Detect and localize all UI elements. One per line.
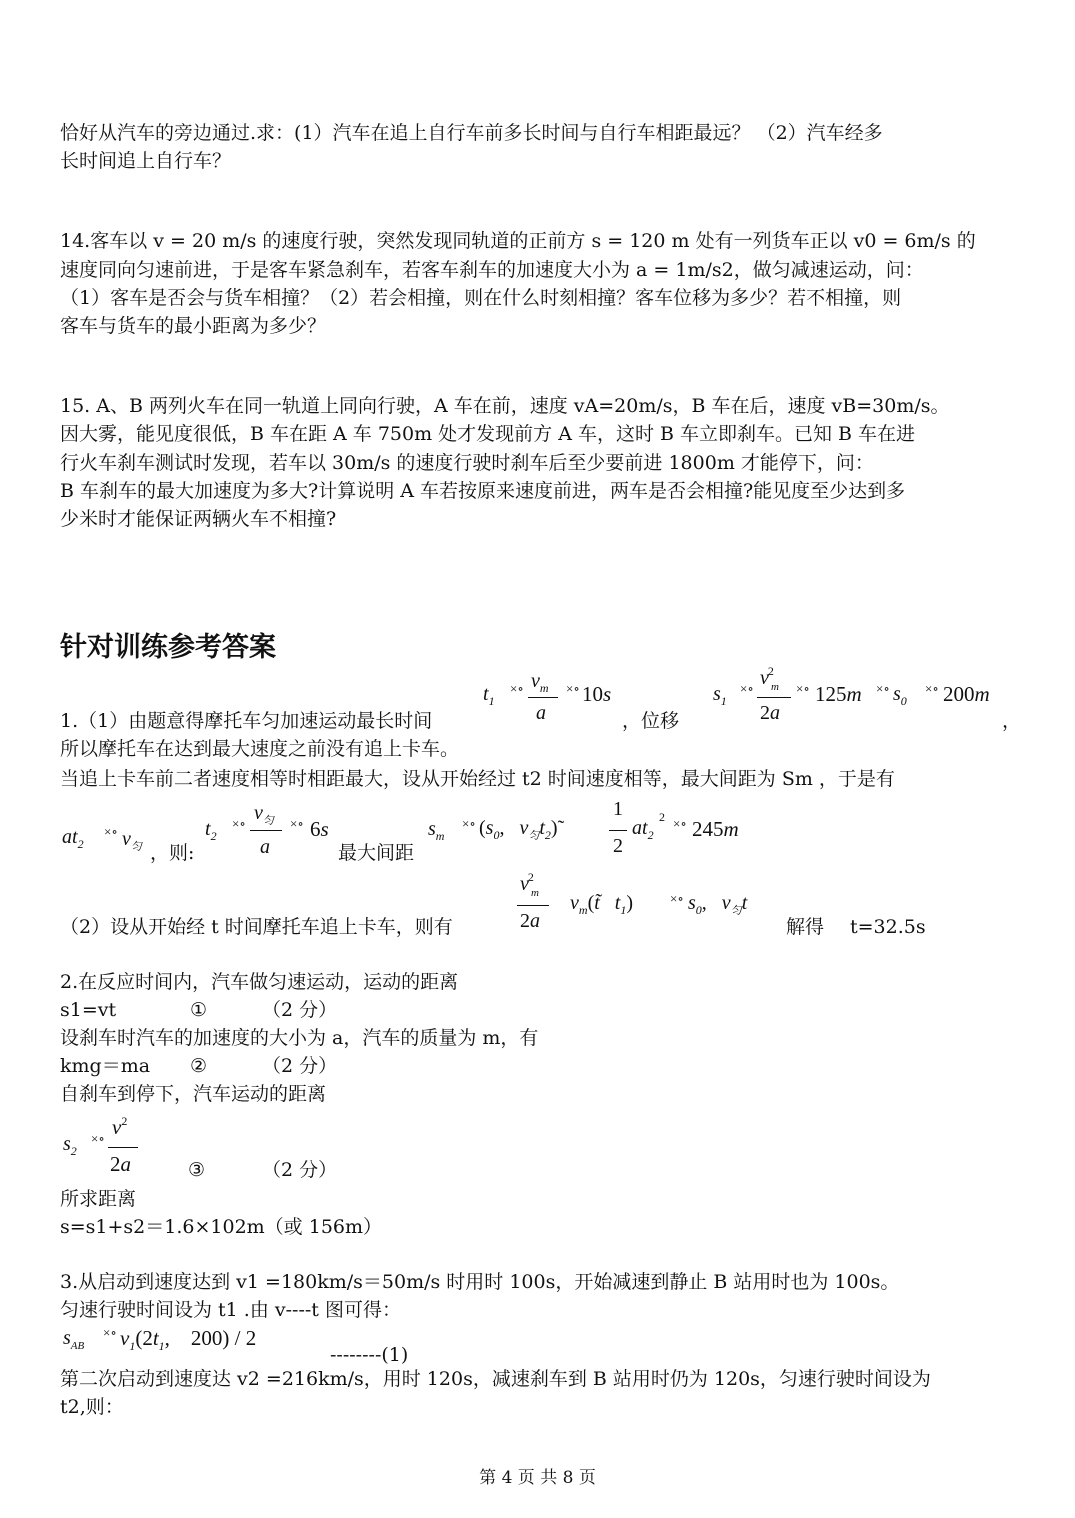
formula-sup2: 2	[659, 810, 665, 824]
problem-15-line: 行火车刹车测试时发现，若车以 30m/s 的速度行驶时刹车后至少要前进 1800m 才能停下，问：	[60, 452, 874, 474]
formula-vm: $v_m$	[531, 670, 549, 695]
answer-2-circle: ①	[190, 999, 208, 1021]
answer-2-points: （2 分）	[262, 1159, 338, 1181]
formula-at22: $at_2$	[632, 817, 654, 842]
formula-vm2: $v^2$	[760, 664, 774, 689]
glyph: ×∘	[925, 681, 939, 696]
answer-2-circle: ③	[188, 1159, 206, 1181]
formula-at2: $at_2$	[62, 826, 84, 851]
formula-vm2-b: $v^2$	[520, 870, 534, 895]
section-title: 针对训练参考答案	[60, 632, 276, 663]
text-line: 长时间追上自行车？	[60, 150, 232, 172]
formula-one: 1	[613, 798, 623, 820]
answer-1-solve: 解得	[786, 916, 825, 938]
formula-v1-expr: $v_1(2t_1$, 200) / 2	[120, 1326, 257, 1353]
answer-2-line: 自刹车到停下，汽车运动的距离	[60, 1083, 327, 1105]
answer-1-line: （2）设从开始经 t 时间摩托车追上卡车，则有	[60, 916, 453, 938]
formula-sab: $s_{AB}$	[63, 1327, 85, 1352]
answer-2-line: 所求距离	[60, 1188, 137, 1210]
fraction-bar	[108, 1147, 138, 1148]
glyph: ×∘	[290, 816, 304, 831]
glyph: ×∘	[740, 681, 754, 696]
fraction-bar	[528, 697, 558, 698]
problem-14-line: 14.客车以 v = 20 m/s 的速度行驶，突然发现同轨道的正前方 s = 120 m 处有一列货车正以 v0 = 6m/s 的	[60, 230, 976, 252]
formula-a: a	[536, 702, 546, 724]
fraction-bar	[609, 830, 627, 831]
answer-2-line: s1=vt	[60, 999, 117, 1021]
problem-14-line: （1）客车是否会与货车相撞？（2）若会相撞，则在什么时刻相撞？客车位移为多少？若不相撞，则	[60, 287, 902, 309]
answer-1-result: t=32.5s	[850, 916, 926, 938]
formula-v2: $v^2$	[112, 1114, 128, 1139]
formula-s2: $s_2$	[63, 1133, 77, 1158]
formula-v-uniform: $v_匀$	[122, 828, 142, 853]
answer-3-line: 匀速行驶时间设为 t1 .由 v----t 图可得：	[60, 1299, 401, 1321]
formula-two: 2	[613, 835, 623, 857]
formula-2a: 2a	[110, 1152, 131, 1176]
answer-1-maxdist: 最大间距	[338, 842, 415, 864]
formula-125m: 125m	[815, 682, 862, 706]
problem-14-line: 客车与货车的最小距离为多少？	[60, 315, 327, 337]
glyph: ×∘	[510, 681, 524, 696]
formula-s1: $s_1$	[713, 683, 727, 708]
answer-2-line: kmg＝ma	[60, 1055, 151, 1077]
formula-sm: $s_m$	[428, 818, 445, 843]
answer-3-tag: --------(1)	[330, 1344, 409, 1366]
answer-1-comma: ，位移	[622, 710, 680, 732]
formula-s0: $s_0$	[893, 683, 907, 708]
glyph: ×∘	[91, 1131, 105, 1146]
formula-paren: ($s_0$, $v_匀t_2)˜$	[479, 817, 565, 842]
answer-2-circle: ②	[190, 1055, 208, 1077]
formula-s0-b: $s_0$, $v_匀t$	[688, 892, 748, 917]
answer-2-line: 2.在反应时间内，汽车做匀速运动，运动的距离	[60, 971, 459, 993]
problem-15-line: 少米时才能保证两辆火车不相撞?	[60, 508, 337, 530]
answer-1-line: 1.（1）由题意得摩托车匀加速运动最长时间	[60, 710, 433, 732]
glyph: ×∘	[462, 816, 476, 831]
glyph: ×∘	[232, 816, 246, 831]
formula-t2: $t_2$	[205, 818, 217, 843]
glyph: ×∘	[103, 1325, 117, 1340]
answer-1-comma: ，	[1002, 710, 1022, 732]
formula-t1: $t_1$	[483, 683, 495, 708]
fraction-bar	[517, 905, 549, 906]
answer-2-line: 设刹车时汽车的加速度的大小为 a，汽车的质量为 m，有	[60, 1027, 539, 1049]
formula-6s: 6s	[310, 817, 329, 841]
formula-sub-m: m	[771, 681, 779, 693]
glyph: ×∘	[796, 681, 810, 696]
formula-vm-t: $v_m(t̃$ $t_1$)	[570, 892, 634, 917]
problem-15-line: B 车刹车的最大加速度为多大?计算说明 A 车若按原来速度前进，两车是否会相撞?能见度至少达到多	[60, 480, 906, 502]
fraction-bar	[250, 830, 282, 831]
answer-1-line: 所以摩托车在达到最大速度之前没有追上卡车。	[60, 738, 460, 760]
formula-v-uniform-num: $v_匀$	[254, 802, 274, 827]
glyph: ×∘	[566, 681, 580, 696]
formula-245m: 245m	[692, 817, 739, 841]
fraction-bar	[757, 697, 791, 698]
glyph: ×∘	[876, 681, 890, 696]
formula-2a: 2a	[520, 910, 540, 932]
glyph: ×∘	[670, 891, 684, 906]
text-line: 恰好从汽车的旁边通过.求：(1）汽车在追上自行车前多长时间与自行车相距最远？ （2）汽车经多	[60, 122, 883, 144]
problem-15-line: 15. A、B 两列火车在同一轨道上同向行驶，A 车在前，速度 vA=20m/s，B 车在后，速度 vB=30m/s。	[60, 395, 950, 417]
answer-1-line: 当追上卡车前二者速度相等时相距最大，设从开始经过 t2 时间速度相等，最大间距为 Sm ，于是有	[60, 768, 895, 790]
answer-3-line: t2,则：	[60, 1396, 124, 1418]
formula-a: a	[260, 836, 270, 858]
answer-2-points: （2 分）	[262, 999, 338, 1021]
answer-2-points: （2 分）	[262, 1055, 338, 1077]
problem-15-line: 因大雾，能见度很低，B 车在距 A 车 750m 处才发现前方 A 车，这时 B 车立即刹车。已知 B 车在进	[60, 423, 916, 445]
page-footer: 第 4 页 共 8 页	[479, 1468, 596, 1488]
answer-2-line: s=s1+s2＝1.6×102m（或 156m）	[60, 1216, 383, 1238]
formula-10s: 10s	[582, 682, 612, 706]
formula-2a: 2a	[760, 702, 780, 724]
glyph: ×∘	[673, 816, 687, 831]
formula-sub-m: m	[531, 887, 539, 899]
glyph: ×∘	[104, 824, 118, 839]
formula-200m: 200m	[943, 682, 990, 706]
problem-14-line: 速度同向匀速前进，于是客车紧急刹车，若客车刹车的加速度大小为 a = 1m/s2，做匀减速运动，问：	[60, 259, 924, 281]
answer-3-line: 第二次启动到速度达 v2 =216km/s，用时 120s，减速刹车到 B 站用时仍为 120s，匀速行驶时间设为	[60, 1368, 931, 1390]
answer-1-ze: ，则:	[150, 842, 195, 864]
answer-3-line: 3.从启动到速度达到 v1 =180km/s＝50m/s 时用时 100s，开始减速到静止 B 站用时也为 100s。	[60, 1271, 900, 1293]
